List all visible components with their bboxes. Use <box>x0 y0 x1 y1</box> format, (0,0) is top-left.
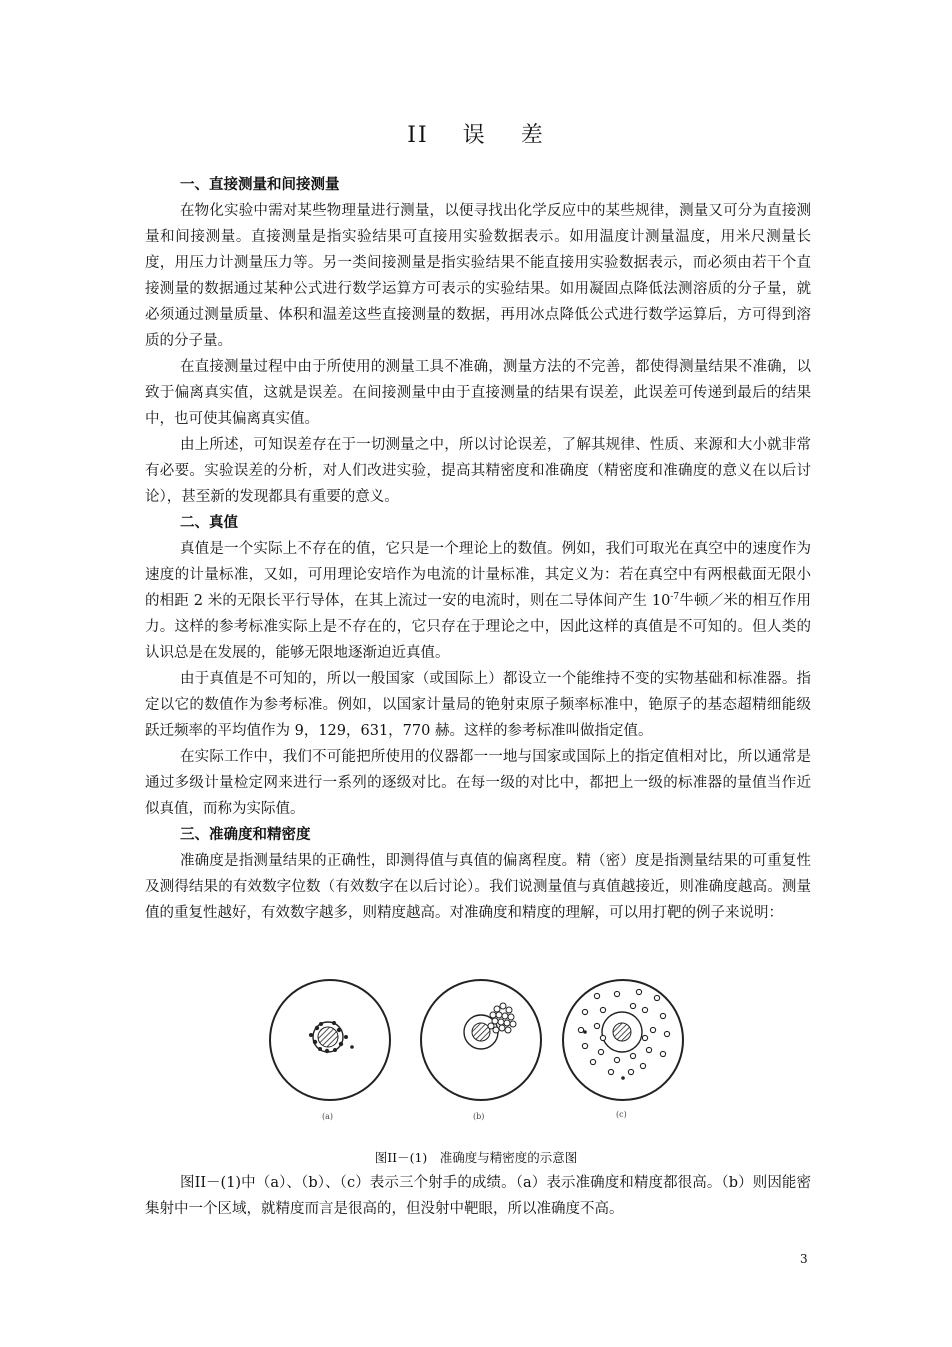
paragraph: 由上所述，可知误差存在于一切测量之中，所以讨论误差，了解其规律、性质、来源和大小就非常有必要。实验误差的分析，对人们改进实验，提高其精密度和准确度（精密度和准确度的意义在以后讨论），甚至新的发现都具有重要的意义。 <box>145 437 811 505</box>
section-heading: 二、真值 <box>180 515 238 531</box>
shot-cluster-a <box>309 1021 354 1053</box>
paragraph-part: 牛顿／米的相互作用力。这样的参考标准实际上是不存在的，它只存在于理论之中，因此这样的真值是不可知的。但人类的认识总是在发展的，能够无限地逐渐迫近真值。 <box>145 593 811 661</box>
paragraph: 由于真值是不可知的，所以一般国家（或国际上）都设立一个能维持不变的实物基础和标准器。指定以它的数值作为参考标准。例如，以国家计量局的铯射束原子频率标准中，铯原子的基态超精细能级跃迁频率的平均值作为 9，129，631，770 赫。这样的参考标准叫做指定值。 <box>145 671 811 739</box>
paragraph: 在实际工作中，我们不可能把所使用的仪器都一一地与国家或国际上的指定值相对比，所以通常是通过多级计量检定网来进行一系列的逐级对比。在每一级的对比中，都把上一级的标准器的量值当作近似真值，而称为实际值。 <box>145 749 811 817</box>
paragraph: 在直接测量过程中由于所使用的测量工具不准确，测量方法的不完善，都使得测量结果不准确，以致于偏离真实值，这就是误差。在间接测量中由于直接测量的结果有误差，此误差可传递到最后的结果中，也可使其偏离真实值。 <box>145 359 811 427</box>
title-word-2: 差 <box>520 123 545 148</box>
paragraph: 在物化实验中需对某些物理量进行测量，以便寻找出化学反应中的某些规律，测量又可分为直接测量和间接测量。直接测量是指实验结果可直接用实验数据表示。如用温度计测量温度，用米尺测量长度，用压力计测量压力等。另一类间接测量是指实验结果不能直接用实验数据表示，而必须由若干个直接测量的数据通过某种公式进行数学运算方可表示的实验结果。如用凝固点降低法测溶质的分子量，就必须通过测量质量、体积和温差这些直接测量的数据，再用冰点降低公式进行数学运算后，方可得到溶质的分子量。 <box>145 203 811 349</box>
shot-cluster-b <box>488 1003 516 1033</box>
section-heading: 三、准确度和精密度 <box>180 827 311 843</box>
paragraph <box>145 536 811 666</box>
title-word-1: 误 <box>462 123 487 148</box>
page-number: 3 <box>800 1252 808 1266</box>
target-figure <box>145 968 811 1138</box>
figure-label-b: (b) <box>473 1112 485 1121</box>
target-c <box>563 980 683 1100</box>
figure-caption: 图II－(1) 准确度与精密度的示意图 <box>374 1150 578 1165</box>
body-text <box>145 172 811 926</box>
paragraph: 图II－(1)中（a）、（b）、（c）表示三个射手的成绩。（a）表示准确度和精度都很高。（b）则因能密集射中一个区域，就精度而言是很高的，但没射中靶眼，所以准确度不高。 <box>145 1175 811 1217</box>
target-a <box>270 980 390 1100</box>
title-roman: II <box>407 123 429 148</box>
body-text-after-figure <box>145 1170 811 1222</box>
exponent: -7 <box>670 592 680 603</box>
paragraph: 准确度是指测量结果的正确性，即测得值与真值的偏离程度。精（密）度是指测量结果的可重复性及测得结果的有效数字位数（有效数字在以后讨论）。我们说测量值与真值越接近，则准确度越高。测量值的重复性越好，有效数字越多，则精度越高。对准确度和精度的理解，可以用打靶的例子来说明： <box>145 853 811 921</box>
figure-label-a: (a) <box>322 1112 334 1121</box>
section-heading: 一、直接测量和间接测量 <box>180 177 340 193</box>
paragraph-part: 真值是一个实际上不存在的值，它只是一个理论上的数值。例如，我们可取光在真空中的速度作为速度的计量标准，又如，可用理论安培作为电流的计量标准，其定义为：若在真空中有两根截面无限小的相距 2 米的无限长平行导体，在其上流过一安的电流时，则在二导体间产生 10 <box>145 541 811 609</box>
figure-label-c: (c) <box>616 1110 627 1119</box>
page-title <box>0 118 952 149</box>
target-b <box>421 980 541 1100</box>
